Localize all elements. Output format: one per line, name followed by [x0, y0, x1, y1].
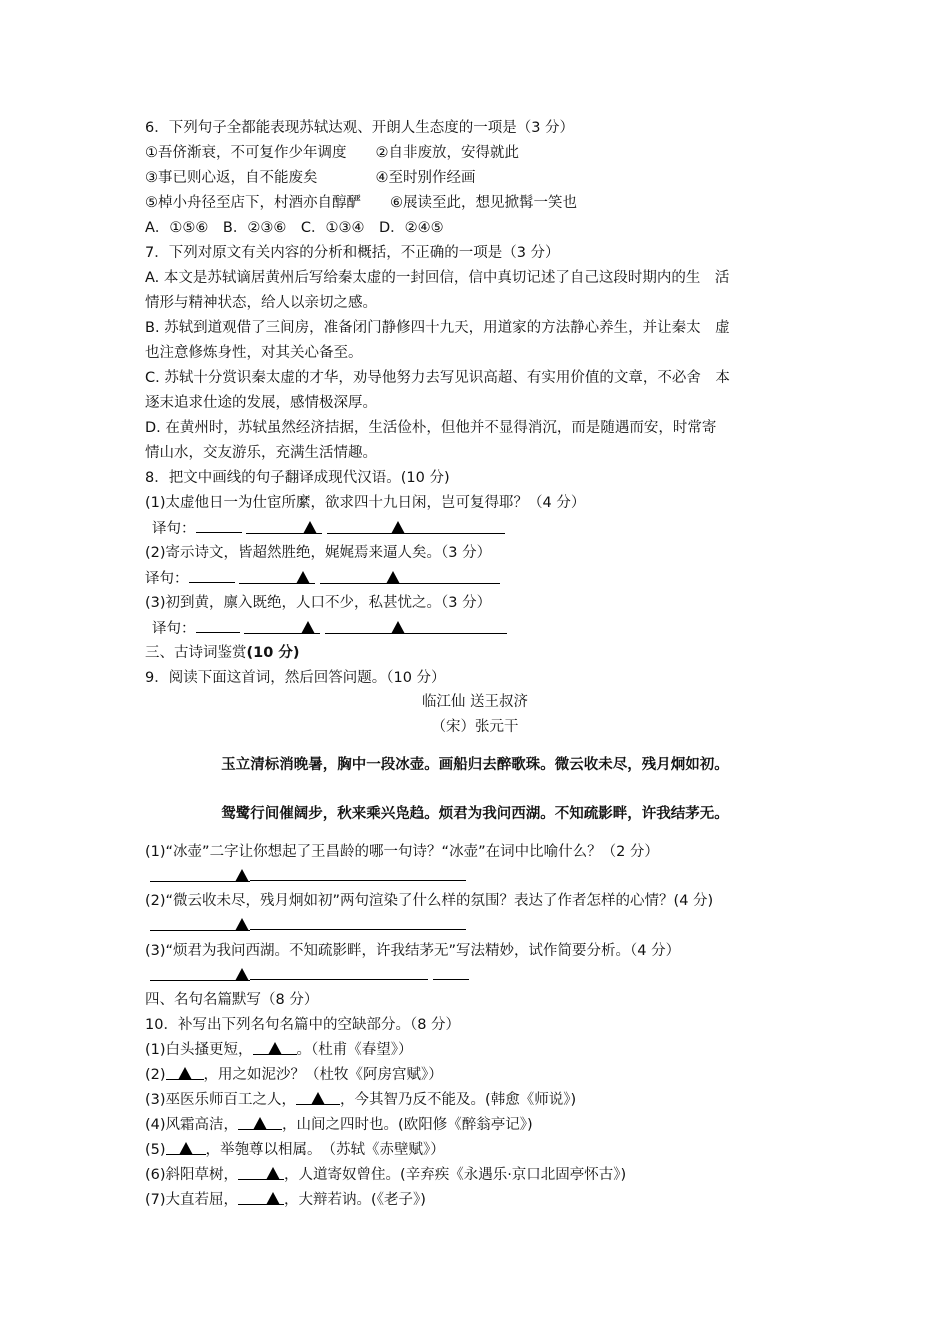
- poem-author: （宋）张元干: [431, 719, 519, 735]
- answer-blank[interactable]: [433, 965, 469, 980]
- item-text: (7)大直若屈，: [145, 1192, 239, 1208]
- q7-option-b-line1: B. 苏轼到道观借了三间房，准备闭门静修四十九天，用道家的方法静心养生，并让秦太 虚: [145, 320, 730, 336]
- q8-answer1[interactable]: [152, 518, 505, 538]
- triangle-marker-icon: [311, 1092, 325, 1105]
- answer-label: 译句：: [152, 521, 196, 537]
- item-text: (3)巫医乐师百工之人，: [145, 1092, 297, 1108]
- q8-answer2[interactable]: [145, 568, 500, 588]
- triangle-marker-icon: [235, 869, 249, 882]
- section-3-title: 三、古诗词鉴赏: [145, 645, 247, 661]
- item-text: (4)风霜高洁，: [145, 1117, 239, 1133]
- answer-blank[interactable]: [327, 519, 505, 534]
- triangle-marker-icon: [235, 968, 249, 981]
- q8-answer3[interactable]: [152, 618, 507, 638]
- poem-line2: 鸳鹭行间催阔步，秋来乘兴凫趋。烦君为我问西湖。不知疏影畔，许我结茅无。: [221, 806, 729, 822]
- q7-option-d-line1: D. 在黄州时，苏轼虽然经济拮据，生活俭朴，但他并不显得消沉，而是随遇而安，时常寄: [145, 420, 717, 436]
- q6-row1: ①吾侪渐衰，不可复作少年调度 ②自非废放，安得就此: [145, 145, 519, 161]
- item-text: (2): [145, 1067, 166, 1083]
- q10-item6: [145, 1165, 626, 1185]
- answer-blank[interactable]: [239, 569, 315, 584]
- item-text: (6)斜阳草树，: [145, 1167, 239, 1183]
- answer-blank[interactable]: [320, 569, 500, 584]
- q6-title: 6．下列句子全都能表现苏轼达观、开朗人生态度的一项是（3 分）: [145, 120, 575, 136]
- q9-sub1: (1)“冰壶”二字让你想起了王昌龄的哪一句诗？“冰壶”在词中比喻什么？（2 分）: [145, 844, 659, 860]
- item-text: (5): [145, 1142, 166, 1158]
- item-text: ，山间之四时也。(欧阳修《醉翁亭记》): [282, 1117, 533, 1133]
- answer-blank[interactable]: [150, 916, 250, 931]
- answer-blank[interactable]: [196, 618, 240, 633]
- answer-blank[interactable]: [244, 619, 320, 634]
- q9-title: 9．阅读下面这首词，然后回答问题。（10 分）: [145, 670, 446, 686]
- item-text: ，人道寄奴曾住。(辛弃疾《永遇乐·京口北固亭怀古》): [284, 1167, 627, 1183]
- poem-title: 临江仙 送王叔济: [421, 694, 529, 710]
- triangle-marker-icon: [391, 621, 405, 634]
- item-text: 。（杜甫《春望》）: [296, 1042, 413, 1058]
- item-text: ，大辩若讷。(《老子》): [284, 1192, 426, 1208]
- q9-answer1[interactable]: [150, 866, 466, 886]
- fill-blank[interactable]: [253, 1040, 297, 1055]
- q7-title: 7．下列对原文有关内容的分析和概括，不正确的一项是（3 分）: [145, 245, 560, 261]
- triangle-marker-icon: [391, 521, 405, 534]
- triangle-marker-icon: [303, 521, 317, 534]
- q9-sub2: (2)“微云收未尽，残月炯如初”两句渲染了什么样的氛围？表达了作者怎样的心情？(4 分): [145, 893, 714, 909]
- fill-blank[interactable]: [238, 1190, 284, 1205]
- triangle-marker-icon: [296, 571, 310, 584]
- q9-answer3[interactable]: [150, 965, 469, 985]
- triangle-marker-icon: [301, 621, 315, 634]
- triangle-marker-icon: [178, 1067, 192, 1080]
- q10-item4: [145, 1115, 533, 1135]
- poem-line1: 玉立清标消晚暑，胸中一段冰壶。画船归去醉歌珠。微云收未尽，残月炯如初。: [221, 757, 729, 773]
- answer-blank[interactable]: [325, 619, 507, 634]
- q10-item1: [145, 1040, 413, 1060]
- q8-sentence3: (3)初到黄，廪入既绝，人口不少，私甚忧之。（3 分）: [145, 595, 492, 611]
- fill-blank[interactable]: [238, 1115, 282, 1130]
- item-text: ，用之如泥沙？（杜牧《阿房宫赋》）: [203, 1067, 443, 1083]
- fill-blank[interactable]: [166, 1065, 204, 1080]
- section-4-heading: 四、名句名篇默写（8 分）: [145, 992, 319, 1008]
- answer-blank[interactable]: [250, 965, 428, 980]
- triangle-marker-icon: [386, 571, 400, 584]
- triangle-marker-icon: [235, 918, 249, 931]
- q6-row3: ⑤棹小舟径至店下，村酒亦自醇酽 ⑥展读至此，想见掀髯一笑也: [145, 195, 577, 211]
- fill-blank[interactable]: [296, 1090, 340, 1105]
- triangle-marker-icon: [268, 1042, 282, 1055]
- q10-item2: [145, 1065, 443, 1085]
- triangle-marker-icon: [266, 1192, 280, 1205]
- q7-option-c-line2: 逐末追求仕途的发展，感情极深厚。: [145, 395, 377, 411]
- answer-label: 译句：: [145, 571, 189, 587]
- triangle-marker-icon: [266, 1167, 280, 1180]
- answer-blank[interactable]: [150, 867, 250, 882]
- q8-sentence1: (1)太虚他日一为仕宦所縻，欲求四十九日闲，岂可复得耶？（4 分）: [145, 495, 586, 511]
- answer-blank[interactable]: [246, 519, 322, 534]
- item-text: ，今其智乃反不能及。(韩愈《师说》): [340, 1092, 577, 1108]
- q9-sub3: (3)“烦君为我问西湖。不知疏影畔，许我结茅无”写法精妙，试作简要分析。（4 分）: [145, 943, 681, 959]
- section-3-heading: [145, 643, 299, 663]
- q7-option-d-line2: 情山水，交友游乐，充满生活情趣。: [145, 445, 377, 461]
- fill-blank[interactable]: [238, 1165, 284, 1180]
- q6-row2: ③事已则心返，自不能废矣 ④至时别作经画: [145, 170, 476, 186]
- q7-option-a-line1: A. 本文是苏轼谪居黄州后写给秦太虚的一封回信，信中真切记述了自己这段时期内的生 活: [145, 270, 730, 286]
- q10-item7: [145, 1190, 426, 1210]
- q6-options: A．①⑤⑥ B．②③⑥ C．①③④ D．②④⑤: [145, 220, 444, 236]
- q10-title: 10．补写出下列名句名篇中的空缺部分。（8 分）: [145, 1017, 461, 1033]
- fill-blank[interactable]: [166, 1140, 206, 1155]
- q8-title: 8．把文中画线的句子翻译成现代汉语。(10 分): [145, 470, 450, 486]
- item-text: (1)白头搔更短，: [145, 1042, 253, 1058]
- answer-blank[interactable]: [189, 568, 235, 583]
- answer-blank[interactable]: [250, 866, 466, 881]
- triangle-marker-icon: [253, 1117, 267, 1130]
- answer-label: 译句：: [152, 621, 196, 637]
- q7-option-b-line2: 也注意修炼身性，对其关心备至。: [145, 345, 363, 361]
- q7-option-c-line1: C. 苏轼十分赏识秦太虚的才华，劝导他努力去写见识高超、有实用价值的文章，不必舍 本: [145, 370, 730, 386]
- answer-blank[interactable]: [196, 518, 242, 533]
- q7-option-a-line2: 情形与精神状态，给人以亲切之感。: [145, 295, 377, 311]
- section-3-score: (10 分): [246, 645, 300, 661]
- item-text: ，举匏尊以相属。 （苏轼《赤壁赋》）: [205, 1142, 445, 1158]
- q9-answer2[interactable]: [150, 915, 466, 935]
- answer-blank[interactable]: [250, 915, 466, 930]
- answer-blank[interactable]: [150, 966, 250, 981]
- triangle-marker-icon: [179, 1142, 193, 1155]
- q10-item5: [145, 1140, 445, 1160]
- q8-sentence2: (2)寄示诗文，皆超然胜绝，娓娓焉来逼人矣。（3 分）: [145, 545, 492, 561]
- q10-item3: [145, 1090, 576, 1110]
